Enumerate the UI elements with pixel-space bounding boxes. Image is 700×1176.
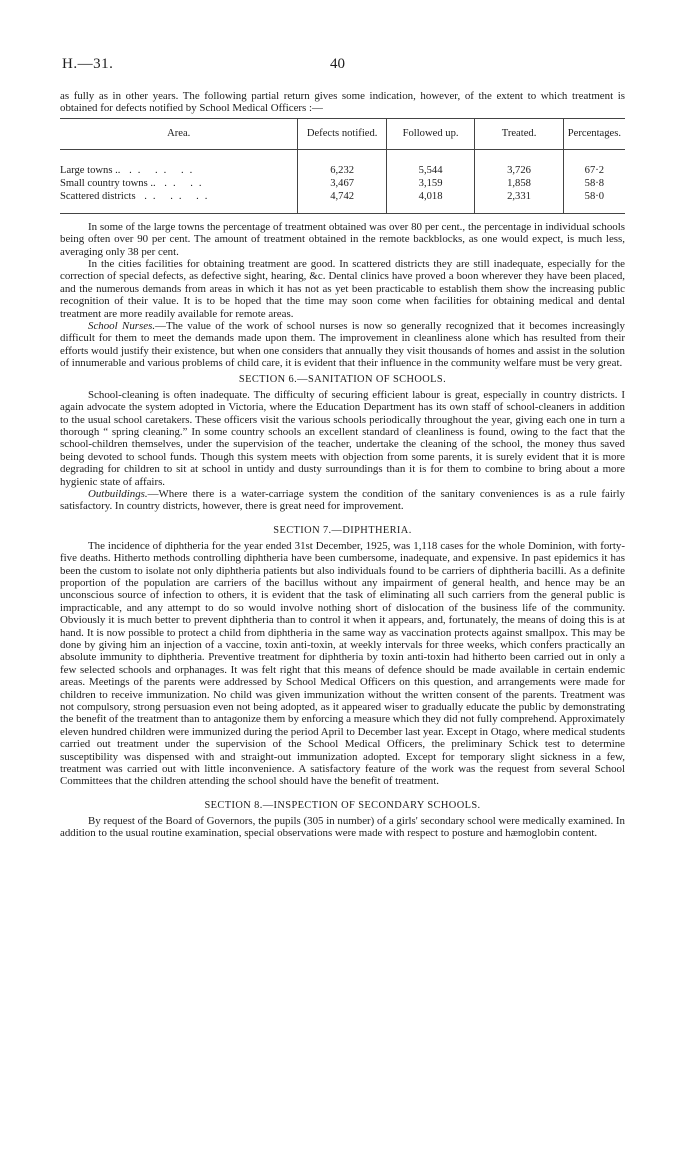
table-header: Treated. bbox=[475, 118, 563, 149]
page-body bbox=[60, 90, 625, 840]
section-7-title: SECTION 7.—DIPHTHERIA. bbox=[273, 524, 412, 536]
paragraph-school-nurses bbox=[60, 320, 625, 370]
table-cell: 58·0 bbox=[563, 190, 625, 214]
document-reference: H.—31. bbox=[62, 56, 114, 72]
table-row bbox=[60, 164, 625, 177]
table-row bbox=[60, 190, 625, 214]
section-6-title: SECTION 6.—SANITATION OF SCHOOLS. bbox=[238, 373, 447, 385]
paragraph-large-towns: In some of the large towns the percentage of treatment obtained was over 80 per cent., the percentage in individual schools being often over 90 per cent. The amount of treatment obtained in the remote backblocks, as one would expect, is much less, averaging only 38 per cent. bbox=[60, 220, 625, 258]
treatment-table bbox=[60, 118, 625, 214]
table-header: Percentages. bbox=[563, 118, 625, 149]
table-cell-area: Large towns .. .. .. .. bbox=[60, 164, 199, 176]
outbuildings-text: —Where there is a water-carriage system the condition of the sanitary conveniences is as a rule fairly satisfactory. In country districts, however, there is great need for improvement. bbox=[60, 487, 625, 513]
table-header: Defects notified. bbox=[298, 118, 386, 149]
page-number: 40 bbox=[330, 56, 345, 72]
table-cell: 2,331 bbox=[475, 190, 563, 214]
paragraph-school-cleaning: School-cleaning is often inadequate. The difficulty of securing efficient labour is great, especially in country districts. I again advocate the system adopted in Victoria, where the Education Department has its own staff of school-cleaners in addition to the usual school caretakers. These officers visit the various schools periodically throughout the year, giving each one in turn a thorough “ spring cleaning.” In some country schools an excellent standard of cleanliness is found, owing to the fact that the school-children themselves, under the supervision of the teacher, undertake the cleaning of the school, the money thus saved being devoted to school funds. Though this system meets with objection from some parents, it is surely evident that it is more degrading for children to sit at school in untidy and dusty surroundings than it is for them to combine to bring about a more hygienic state of affairs. bbox=[60, 388, 625, 488]
outbuildings-heading: Outbuildings. bbox=[88, 487, 148, 500]
table-cell: 5,544 bbox=[386, 164, 474, 177]
table-cell: 58·8 bbox=[563, 177, 625, 190]
intro-paragraph: as fully as in other years. The following partial return gives some indication, however, of the extent to which treatment is obtained for defects notified by School Medical Officers :— bbox=[60, 90, 625, 115]
paragraph-cities: In the cities facilities for obtaining treatment are good. In scattered districts they are still inadequate, especially for the correction of special defects, as defective sight, hearing, &c. Dental clinics have proved a boon wherever they have been placed, and the numerous demands from areas in which it has not as yet been practicable to establish them show the increasing public recognition of their value. It is to be hoped that the time may soon come when facilities for obtaining medical and dental treatment are more readily available for remote areas. bbox=[60, 258, 625, 320]
table-cell: 6,232 bbox=[298, 164, 386, 177]
paragraph-secondary-schools: By request of the Board of Governors, the pupils (305 in number) of a girls' secondary school were medically examined. In addition to the usual routine examination, special observations were made with respect to posture and hæmoglobin content. bbox=[60, 814, 625, 840]
table-spacer-row bbox=[60, 149, 625, 164]
school-nurses-text: —The value of the work of school nurses is now so generally recognized that it becomes increasingly difficult for them to meet the demands made upon them. The improvement in cleanliness alone which has resulted from their efforts would justify their existence, but when one considers that annually they visit thousands of homes and assist in the solution of innumerable and various problems of child care, it is evident that their influence in the community welfare must be very great. bbox=[60, 320, 625, 370]
table-header-row bbox=[60, 118, 625, 149]
table-cell: 3,726 bbox=[475, 164, 563, 177]
table-header: Followed up. bbox=[386, 118, 474, 149]
school-nurses-heading: School Nurses. bbox=[88, 320, 156, 333]
paragraph-diphtheria: The incidence of diphtheria for the year ended 31st December, 1925, was 1,118 cases for the whole Dominion, with forty-five deaths. Hitherto methods controlling diphtheria have been cumbersome, inadequate, and expensive. In past epidemics it has been the custom to isolate not only diphtheria patients but also individuals found to be carriers of diphtheria bacilli. As a definite proportion of the population are carriers of the bacillus without any impairment of general health, and hence may be an unconscious source of infection to others, it is evident that the task of eliminating all such carriers from the general public is impracticable, and any attempt to do so would involve nothing short of dislocation of the business life of the community. Obviously it is much better to prevent diphtheria than to control it when it appears, and, fortunately, the means of doing this is at hand. It is now possible to protect a child from diphtheria in the same way as vaccination protects against smallpox. This may be done by giving him an injection of a vaccine, toxin anti-toxin, at weekly intervals for three weeks, which confers practically an absolute immunity to diphtheria. Preventive treatment for diphtheria by toxin anti-toxin had hitherto been carried out in only a few selected schools and orphanages. It was felt right that this means of defence should be made available in certain endemic areas. Meetings of the parents were addressed by School Medical Officers on this question, and arrangements were made for children to receive immunization. No child was given immunization without the written consent of the parents. Treatment was not compulsory, strong persuasion even not being adopted, as it appeared wiser to gradually educate the public by demonstrating the benefit of the treatment than to antagonize them by enforcing a measure which they did not fully comprehend. Approximately eleven hundred children were immunized during the period April to December last year. Except in Otago, where medical students carried out treatment under the supervision of the School Medical Officers, the preliminary Schick test to determine susceptibility was dispensed with and straight-out immunization adopted. Except for temporary slight sickness in a few, treatment was carried out with little inconvenience. A satisfactory feature of the work was the request from several School Committees that the children attending the school should have the benefit of treatment. bbox=[60, 539, 625, 788]
table-cell: 1,858 bbox=[475, 177, 563, 190]
table-header: Area. bbox=[60, 118, 298, 149]
table-cell-area: Small country towns .. .. .. bbox=[60, 177, 208, 189]
table-cell: 3,159 bbox=[386, 177, 474, 190]
table-cell: 4,742 bbox=[298, 190, 386, 214]
paragraph-outbuildings bbox=[60, 488, 625, 513]
table-cell: 3,467 bbox=[298, 177, 386, 190]
table-cell: 4,018 bbox=[386, 190, 474, 214]
table-row bbox=[60, 177, 625, 190]
table-cell: 67·2 bbox=[563, 164, 625, 177]
table-cell-area: Scattered districts .. .. .. bbox=[60, 190, 298, 214]
section-8-title: SECTION 8.—INSPECTION OF SECONDARY SCHOOLS. bbox=[204, 799, 481, 811]
